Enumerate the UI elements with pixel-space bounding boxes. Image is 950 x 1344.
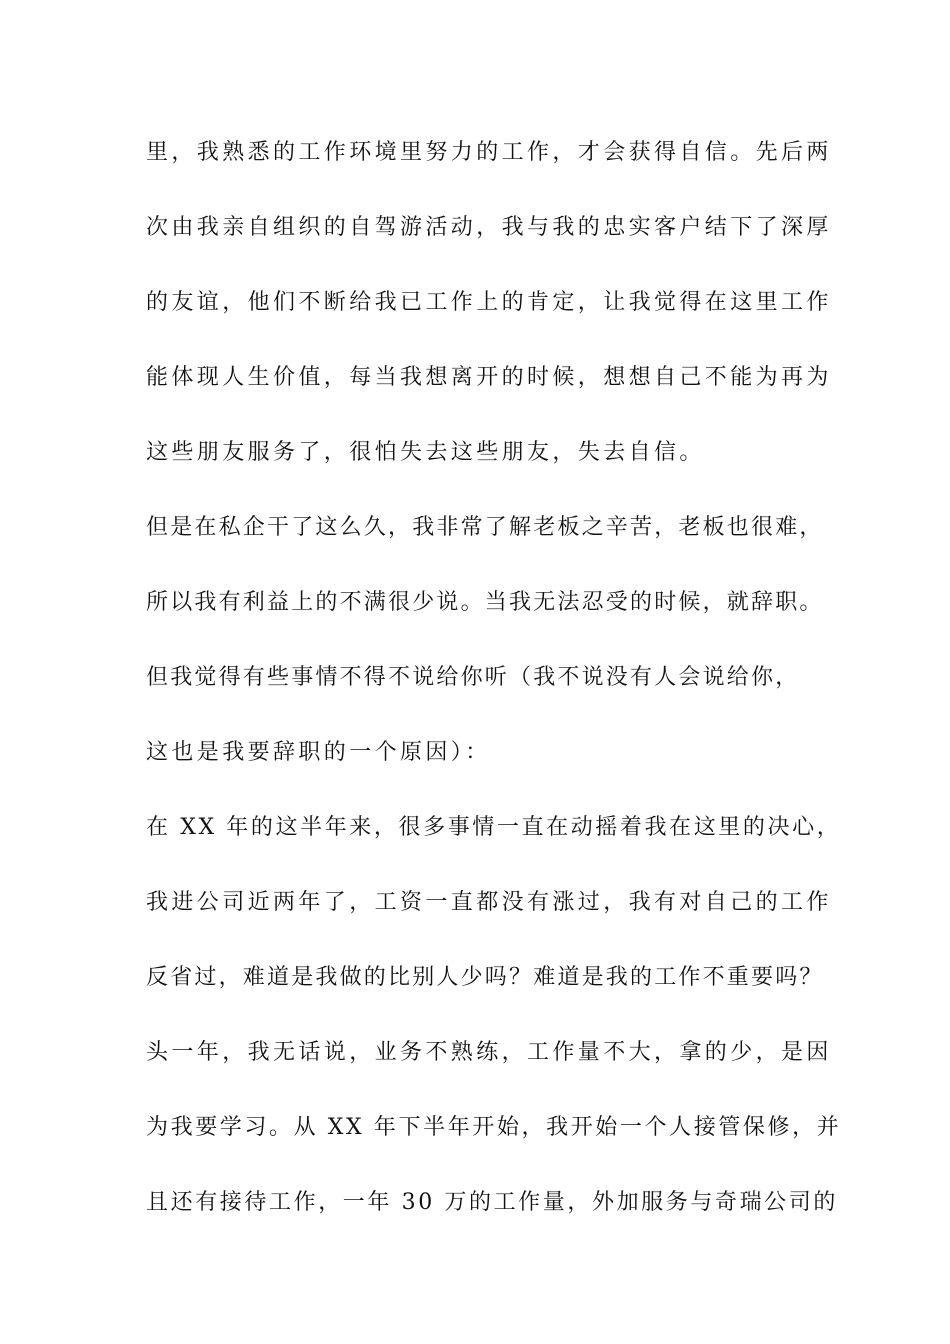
text-line: 在 XX 年的这半年来，很多事情一直在动摇着我在这里的决心， <box>146 815 842 840</box>
text-line: 且还有接待工作，一年 30 万的工作量，外加服务与奇瑞公司的 <box>146 1190 838 1215</box>
text-line: 所以我有利益上的不满很少说。当我无法忍受的时候，就辞职。 <box>146 590 824 615</box>
text-line: 头一年，我无话说，业务不熟练，工作量不大，拿的少，是因 <box>146 1040 832 1065</box>
text-line: 这也是我要辞职的一个原因）： <box>146 740 491 765</box>
text-line: 里，我熟悉的工作环境里努力的工作，才会获得自信。先后两 <box>146 140 832 165</box>
text-line: 能体现人生价值，每当我想离开的时候，想想自己不能为再为 <box>146 365 832 390</box>
text-line: 为我要学习。从 XX 年下半年开始，我开始一个人接管保修，并 <box>146 1115 842 1140</box>
text-line: 我进公司近两年了，工资一直都没有涨过，我有对自己的工作 <box>146 890 832 915</box>
text-line: 次由我亲自组织的自驾游活动，我与我的忠实客户结下了深厚 <box>146 215 832 240</box>
text-line: 但我觉得有些事情不得不说给你听（我不说没有人会说给你， <box>146 665 800 690</box>
text-line: 的友谊，他们不断给我已工作上的肯定，让我觉得在这里工作 <box>146 290 832 315</box>
text-line: 但是在私企干了这么久，我非常了解老板之辛苦，老板也很难， <box>146 515 824 540</box>
text-line: 反省过，难道是我做的比别人少吗？难道是我的工作不重要吗？ <box>146 965 824 990</box>
text-line: 这些朋友服务了，很怕失去这些朋友，失去自信。 <box>146 440 705 465</box>
